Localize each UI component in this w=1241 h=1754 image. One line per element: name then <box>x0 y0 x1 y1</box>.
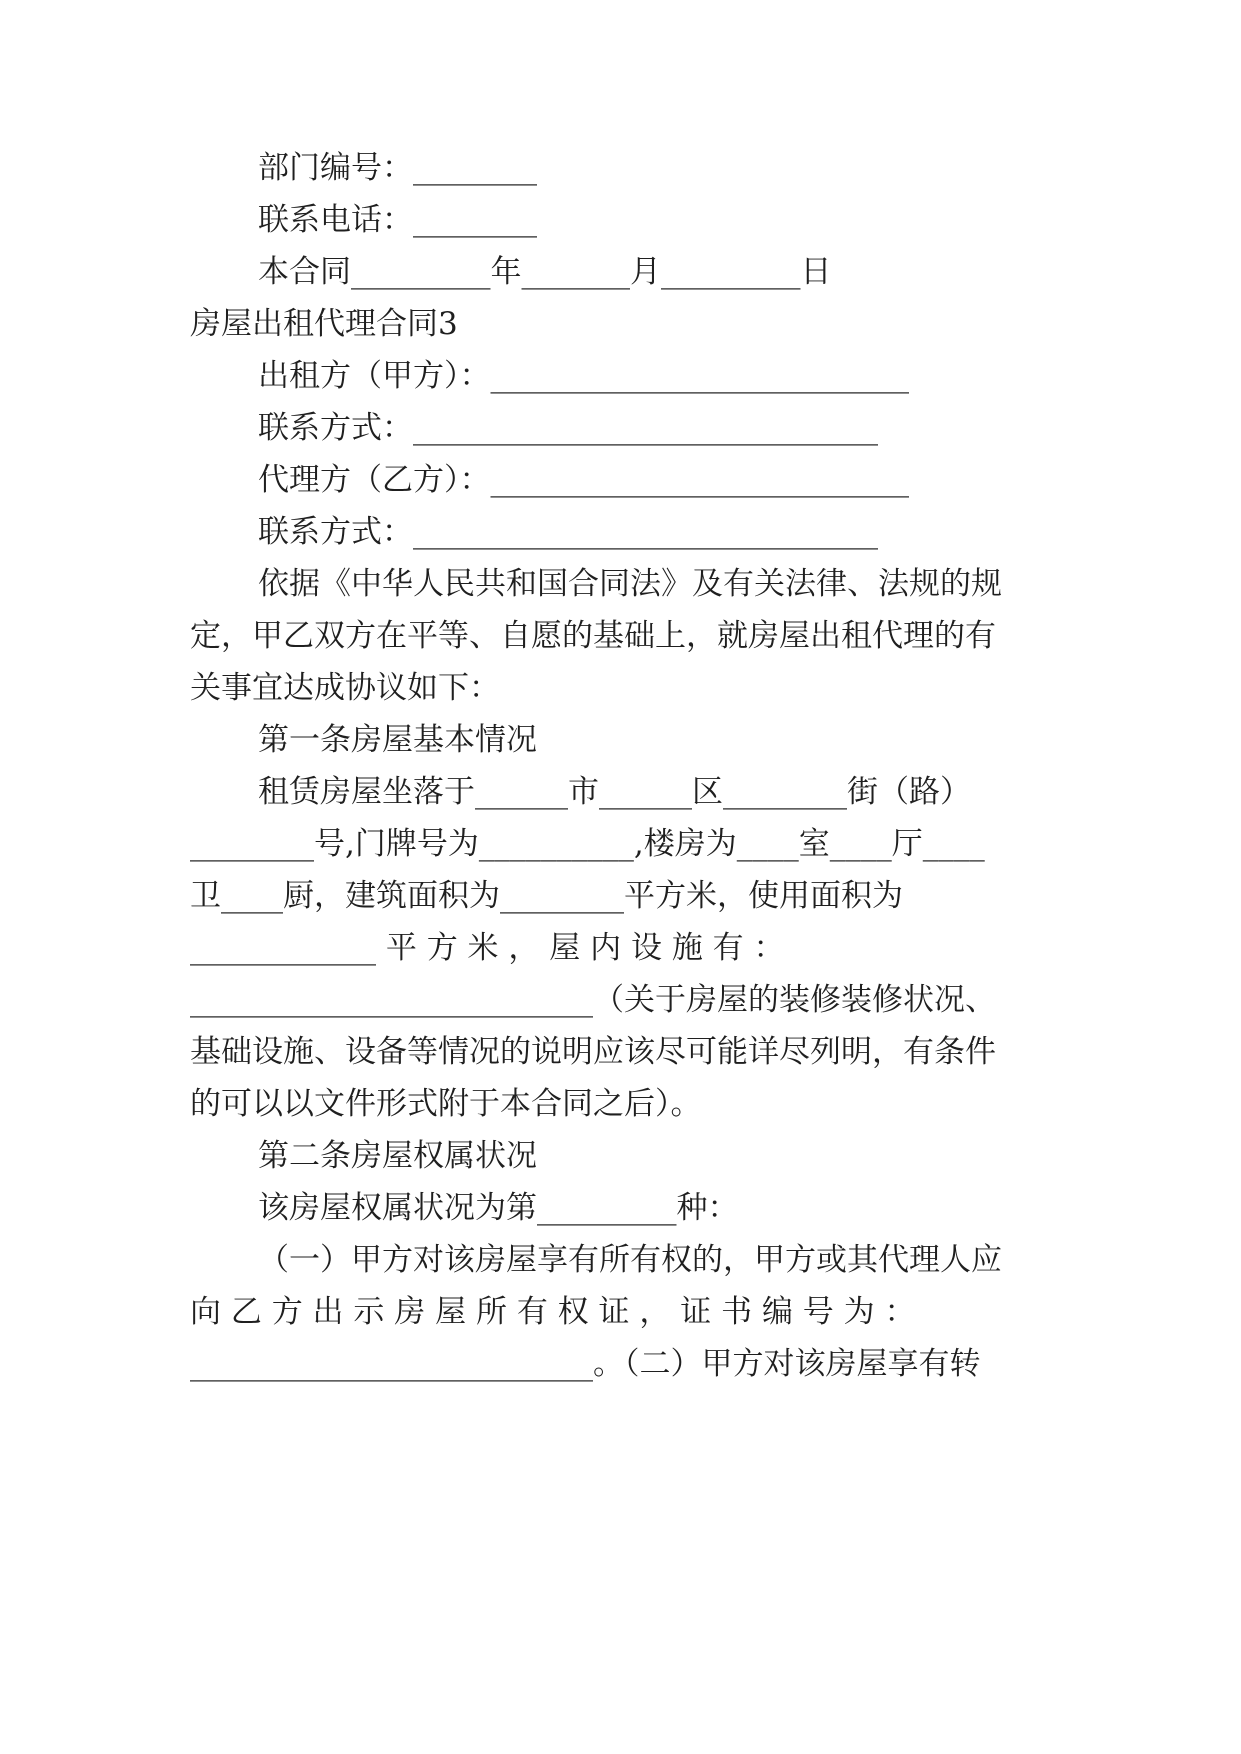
preamble-line-1: 依据《中华人民共和国合同法》及有关法律、法规的规 <box>258 566 1002 602</box>
article-2-line-1: 该房屋权属状况为第_________种： <box>258 1190 739 1226</box>
article-1-heading: 第一条房屋基本情况 <box>258 722 537 758</box>
article-1-line-3: 卫____厨，建筑面积为________平方米，使用面积为 <box>190 878 903 914</box>
article-1-line-7: 的可以以文件形式附于本合同之后）。 <box>190 1086 702 1122</box>
article-1-line-4: ____________ 平 方 米 ， 屋 内 设 施 有 ： <box>190 930 785 966</box>
article-2-line-4: __________________________。（二）甲方对该房屋享有转 <box>190 1346 981 1382</box>
lessor-contact-line: 联系方式：______________________________ <box>258 410 878 446</box>
preamble-line-3: 关事宜达成协议如下： <box>190 670 500 706</box>
article-1-line-2: ________号,门牌号为__________,楼房为____室____厅____ <box>190 826 985 862</box>
contract-date-line: 本合同_________年_______月_________日 <box>258 254 832 290</box>
article-1-line-5: __________________________（关于房屋的装修装修状况、 <box>190 982 996 1018</box>
article-1-line-6: 基础设施、设备等情况的说明应该尽可能详尽列明，有条件 <box>190 1034 996 1070</box>
article-2-heading: 第二条房屋权属状况 <box>258 1138 537 1174</box>
lessor-line: 出租方（甲方）：___________________________ <box>258 358 909 394</box>
department-number-line: 部门编号：________ <box>258 150 537 186</box>
preamble-line-2: 定，甲乙双方在平等、自愿的基础上，就房屋出租代理的有 <box>190 618 996 654</box>
contact-phone-line: 联系电话：________ <box>258 202 537 238</box>
agent-contact-line: 联系方式：______________________________ <box>258 514 878 550</box>
article-2-line-2: （一）甲方对该房屋享有所有权的，甲方或其代理人应 <box>258 1242 1002 1278</box>
contract-title: 房屋出租代理合同3 <box>190 306 458 342</box>
article-2-line-3: 向 乙 方 出 示 房 屋 所 有 权 证 ， 证 书 编 号 为 ： <box>190 1294 916 1330</box>
agent-line: 代理方（乙方）：___________________________ <box>258 462 909 498</box>
article-1-line-1: 租赁房屋坐落于______市______区________街（路） <box>258 774 971 810</box>
